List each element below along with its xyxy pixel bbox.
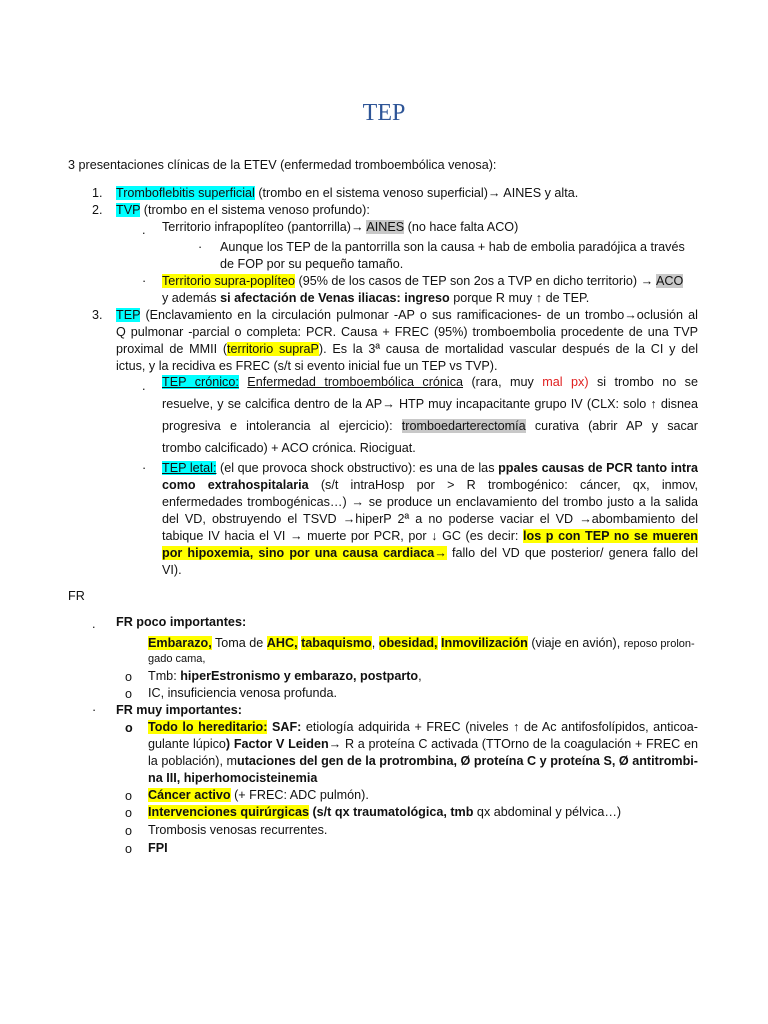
highlight-text: Cáncer activo [148,788,231,802]
fr-poco-title: FR poco importantes: [116,615,247,629]
sub-item-infrapopliteo: Territorio infrapoplíteo (pantorrilla)→ AINES (no hace falta ACO) [162,220,519,234]
highlight-text: TEP crónico: [162,375,239,389]
fr-muy-trombosis: Trombosis venosas recurrentes. [148,823,328,837]
bullet-marker: . [92,617,96,631]
fr-label: FR [68,589,85,603]
fr-muy-hereditario-line1: Todo lo hereditario: SAF: etiología adquirida + FREC (niveles ↑ de Ac antifosfolípidos, anticoa- [148,720,698,734]
tep-cronico-line3: progresiva e intolerancia al ejercicio): tromboedarterectomía curativa (abrir AP y sacar [162,419,698,433]
sub-item-suprapopliteo-line2: y además si afectación de Venas iliacas: ingreso porque R muy ↑ de TEP. [162,291,590,305]
highlight-text: por hipoxemia, sino por una causa cardiaca→ [162,546,447,560]
intro-text: 3 presentaciones clínicas de la ETEV (enfermedad tromboembólica venosa): [68,158,497,172]
document-title: TEP [362,100,406,126]
list-number: 1. [92,186,103,200]
fr-poco-ic: IC, insuficiencia venosa profunda. [148,686,338,700]
sub-sub-item-line2: de FOP por su pequeño tamaño. [220,257,404,271]
sub-sub-item-line1: Aunque los TEP de la pantorrilla son la causa + hab de embolia paradójica a través [220,240,685,254]
highlight-text: territorio supraP [227,342,319,356]
tep-letal-line7: VI). [162,563,182,577]
tep-letal-line2: como extrahospitalaria (s/t intraHosp por > R trombogénico: cáncer, qx, inmov, [162,478,698,492]
fr-muy-hereditario-line3: la población), mutaciones del gen de la protrombina, Ø proteína C y proteína S, Ø antitrombi- [148,754,698,768]
highlight-text: Intervenciones quirúrgicas [148,805,309,819]
list-item-tromboflebitis: Tromboflebitis superficial (trombo en el sistema venoso superficial)→ AINES y alta. [116,186,579,200]
bullet-marker: · [198,240,203,254]
circle-bullet: o [125,842,133,856]
fr-muy-title: FR muy importantes: [116,703,242,717]
tep-letal-line5: tabique IV hacia el VI → muerte por PCR, por ↓ GC (es decir: los p con TEP no se mueren [162,529,698,543]
fr-poco-line1: Embarazo, Toma de AHC, tabaquismo, obesidad, Inmovilización (viaje en avión), reposo prolon- [148,636,695,650]
tep-letal-line4: del VD, obstruyendo el TSVD →hiperP 2ª a no poderse vaciar el VD →abombamiento del [162,512,698,526]
highlight-text: TVP [116,203,141,217]
list-number: 3. [92,308,103,322]
fr-poco-line2: gado cama, [148,653,206,665]
fr-muy-hereditario-line2: gulante lúpico) Factor V Leiden→ R a proteína C activada (TTOrno de la coagulación + FREC en [148,737,698,751]
list-number: 2. [92,203,103,217]
tep-letal-line1: TEP letal: (el que provoca shock obstructivo): es una de las ppales causas de PCR tanto intra [162,461,698,475]
fr-muy-hereditario-line4: na III, hiperhomocisteinemia [148,771,318,785]
list-item-tep-line3: proximal de MMII (territorio supraP). Es la 3ª causa de mortalidad vascular después de la CI y del [116,342,698,356]
tep-cronico-line1: TEP crónico: Enfermedad tromboembólica crónica (rara, muy mal px) si trombo no se [162,375,698,389]
circle-bullet: o [125,789,133,803]
circle-bullet: o [125,670,133,684]
circle-bullet: o [125,806,133,820]
gray-highlight: ACO [655,274,684,288]
tep-cronico-line2: resuelve, y se calcifica dentro de la AP→ HTP muy incapacitante grupo IV (CLX: solo ↑ disnea [162,397,698,411]
highlight-text: Territorio supra-poplíteo [162,274,295,288]
list-item-tep-line2: Q pulmonar -parcial o completa: PCR. Causa + FREC (95%) tromboembolia procedente de una TVP [116,325,698,339]
tep-letal-line3: enfermedades trombogénicas…) → se produce un enclavamiento del trombo justo a la salida [162,495,698,509]
list-item-tep-line1: TEP (Enclavamiento en la circulación pulmonar -AP o sus ramificaciones- de un trombo→oclusión al [116,308,698,322]
highlight-text: TEP letal: [162,461,217,475]
fr-muy-cancer: Cáncer activo (+ FREC: ADC pulmón). [148,788,369,802]
tep-cronico-line4: trombo calcificado) + ACO crónica. Riociguat. [162,441,416,455]
list-item-tvp: TVP (trombo en el sistema venoso profundo): [116,203,370,217]
bullet-marker: · [142,274,147,288]
bullet-marker: . [142,379,146,393]
bullet-marker: · [92,703,97,717]
circle-bullet: o [125,824,133,838]
highlight-text: Tromboflebitis superficial [116,186,255,200]
highlight-text: TEP [116,308,141,322]
circle-bullet: o [125,721,133,735]
list-item-tep-line4: ictus, y la recidiva es FREC (s/t si evento inicial fue un TEP vs TVP). [116,359,498,373]
sub-item-suprapopliteo: Territorio supra-poplíteo (95% de los casos de TEP son 2os a TVP en dicho territorio) → ACO [162,274,684,288]
gray-highlight: tromboedarterectomía [401,419,526,433]
fr-poco-tmb: Tmb: hiperEstronismo y embarazo, postparto, [148,669,422,683]
tep-letal-line6: por hipoxemia, sino por una causa cardiaca→ fallo del VD que posterior/ genera fallo del [162,546,698,560]
gray-highlight: AINES [366,220,405,234]
highlight-text: los p con TEP no se mueren [523,529,698,543]
bullet-marker: . [142,223,146,237]
fr-muy-intervenciones: Intervenciones quirúrgicas (s/t qx traumatológica, tmb qx abdominal y pélvica…) [148,805,622,819]
fr-muy-fpi: FPI [148,841,168,855]
circle-bullet: o [125,687,133,701]
bullet-marker: · [142,461,147,475]
highlight-text: Todo lo hereditario: [148,720,268,734]
